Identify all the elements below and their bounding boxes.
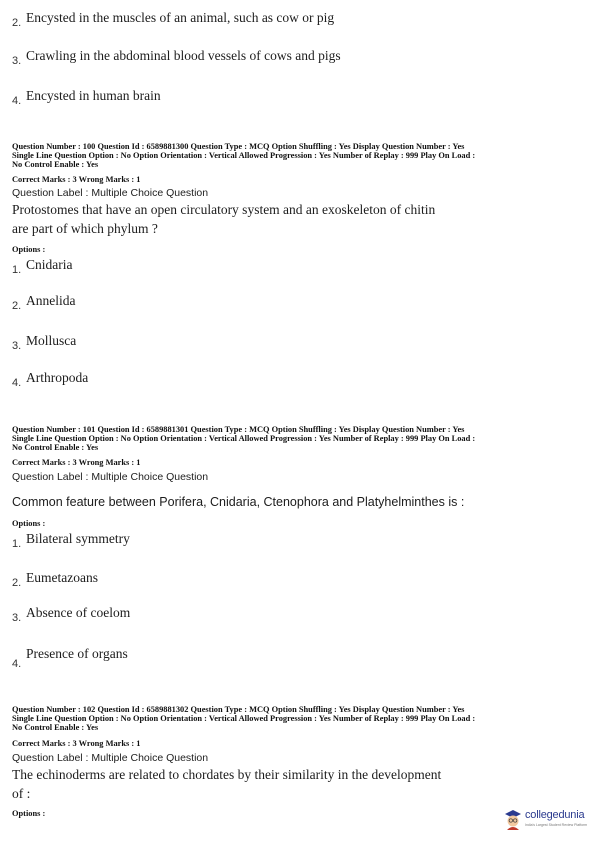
option-text: Presence of organs bbox=[26, 646, 128, 661]
meta-line: No Control Enable : Yes bbox=[12, 723, 99, 733]
options-label: Options : bbox=[12, 519, 46, 528]
option-number: 4. bbox=[12, 377, 22, 389]
option-text: Bilateral symmetry bbox=[26, 531, 130, 546]
question-text bbox=[12, 200, 552, 238]
marks-info: Correct Marks : 3 Wrong Marks : 1 bbox=[12, 739, 141, 748]
question-meta bbox=[12, 142, 587, 170]
question-text-line: Common feature between Porifera, Cnidaria, Ctenophora and Platyhelminthes is : bbox=[12, 495, 465, 509]
question-text-line: of : bbox=[12, 786, 31, 801]
option-text: Encysted in human brain bbox=[26, 88, 161, 103]
question-text bbox=[12, 765, 552, 803]
option-text: Absence of coelom bbox=[26, 605, 131, 620]
question-text-line: are part of which phylum ? bbox=[12, 221, 158, 236]
meta-line: Question Number : 102 Question Id : 6589881302 Question Type : MCQ Option Shuffling : Yes Display Question Number : Yes bbox=[12, 705, 465, 714]
meta-line: Single Line Question Option : No Option Orientation : Vertical Allowed Progression : Yes Number of Replay : 999 Play On Load : bbox=[12, 434, 476, 444]
option-number: 1. bbox=[12, 264, 22, 276]
option-number: 3. bbox=[12, 340, 22, 352]
question-label: Question Label : Multiple Choice Question bbox=[12, 187, 209, 199]
question-meta bbox=[12, 425, 587, 453]
option-number: 4. bbox=[12, 95, 22, 107]
question-meta bbox=[12, 705, 587, 733]
graduate-mascot-icon bbox=[503, 808, 523, 830]
meta-line: No Control Enable : Yes bbox=[12, 443, 99, 453]
marks-info: Correct Marks : 3 Wrong Marks : 1 bbox=[12, 175, 141, 184]
logo-tagline: India's Largest Student Review Platform bbox=[525, 823, 588, 827]
option-text: Arthropoda bbox=[26, 370, 89, 385]
option-number: 3. bbox=[12, 55, 22, 67]
question-text bbox=[12, 493, 552, 512]
option-text: Mollusca bbox=[26, 333, 77, 348]
option-text: Annelida bbox=[26, 293, 76, 308]
option-number: 2. bbox=[12, 17, 22, 29]
option-number: 2. bbox=[12, 577, 22, 589]
option-number: 1. bbox=[12, 538, 22, 550]
option-text: Encysted in the muscles of an animal, such as cow or pig bbox=[26, 10, 335, 25]
meta-line: Question Number : 100 Question Id : 6589881300 Question Type : MCQ Option Shuffling : Yes Display Question Number : Yes bbox=[12, 142, 465, 151]
meta-line: No Control Enable : Yes bbox=[12, 160, 99, 170]
option-text: Crawling in the abdominal blood vessels of cows and pigs bbox=[26, 48, 341, 63]
meta-line: Single Line Question Option : No Option Orientation : Vertical Allowed Progression : Yes Number of Replay : 999 Play On Load : bbox=[12, 151, 476, 161]
meta-line: Single Line Question Option : No Option Orientation : Vertical Allowed Progression : Yes Number of Replay : 999 Play On Load : bbox=[12, 714, 476, 724]
marks-info: Correct Marks : 3 Wrong Marks : 1 bbox=[12, 458, 141, 467]
meta-line: Question Number : 101 Question Id : 6589881301 Question Type : MCQ Option Shuffling : Yes Display Question Number : Yes bbox=[12, 425, 465, 434]
option-text: Cnidaria bbox=[26, 257, 73, 272]
options-label: Options : bbox=[12, 809, 46, 818]
question-label: Question Label : Multiple Choice Question bbox=[12, 471, 209, 483]
option-text: Eumetazoans bbox=[26, 570, 98, 585]
options-label: Options : bbox=[12, 245, 46, 254]
option-number: 4. bbox=[12, 658, 22, 670]
collegedunia-logo bbox=[503, 806, 593, 832]
question-label: Question Label : Multiple Choice Question bbox=[12, 752, 209, 764]
option-number: 3. bbox=[12, 612, 22, 624]
option-number: 2. bbox=[12, 300, 22, 312]
logo-name: collegedunia bbox=[525, 809, 585, 821]
question-text-line: Protostomes that have an open circulatory system and an exoskeleton of chitin bbox=[12, 202, 436, 217]
question-text-line: The echinoderms are related to chordates by their similarity in the development bbox=[12, 767, 442, 782]
